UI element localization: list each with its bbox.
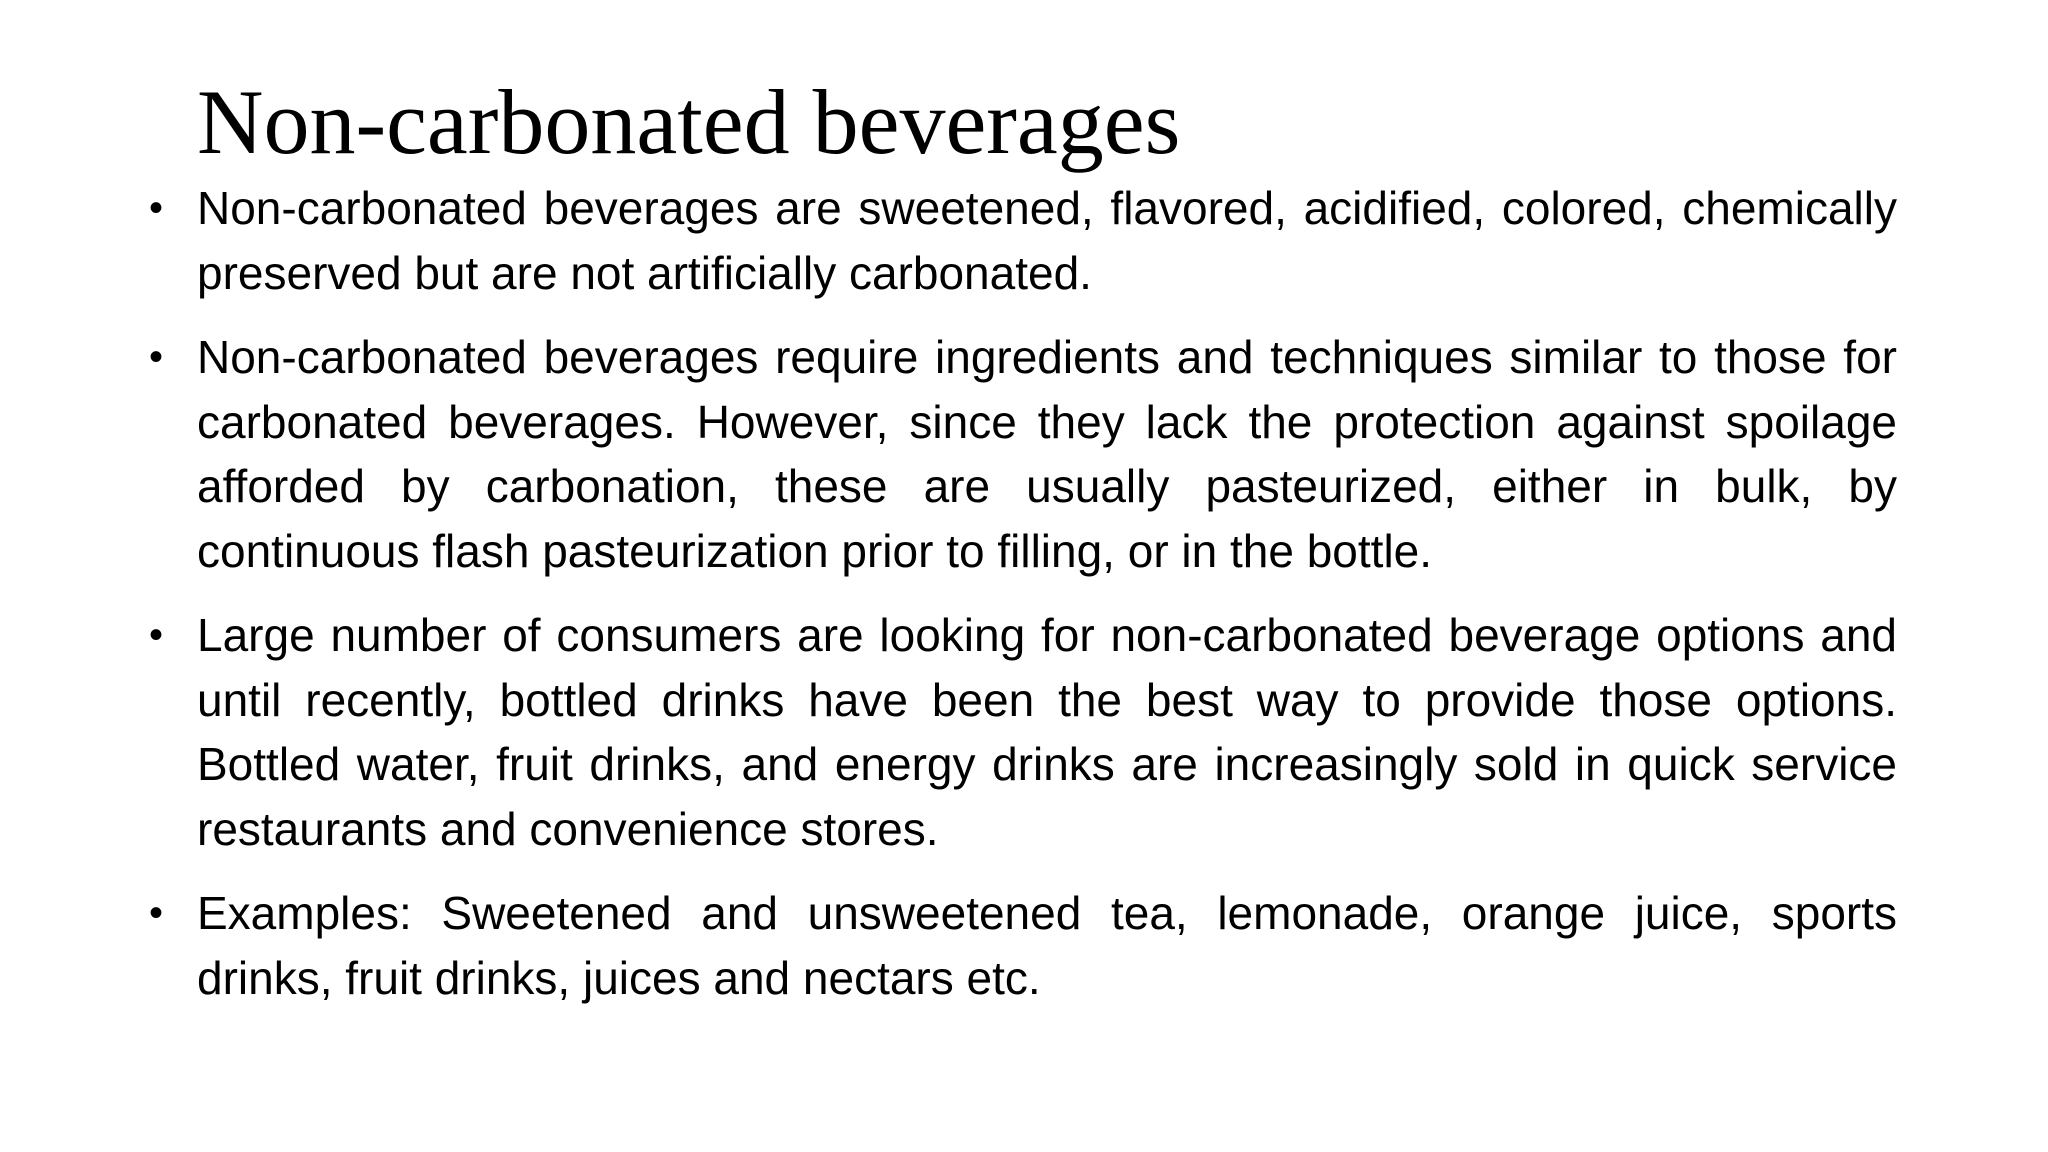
bullet-item — [149, 603, 1897, 861]
bullet-text: Non-carbonated beverages are sweetened, flavored, acidified, colored, chemically preserved but are not artificially carbonated. — [197, 182, 1897, 299]
bullet-item — [149, 325, 1897, 583]
bullet-dot-icon: • — [149, 891, 164, 935]
bullet-text: Non-carbonated beverages require ingredients and techniques similar to those for carbonated beverages. However, since they lack the protection against spoilage afforded by carbonation, these are usually pasteurized, either in bulk, by continuous flash pasteurization prior to filling, or in the bottle. — [197, 331, 1897, 577]
bullet-text: Examples: Sweetened and unsweetened tea, lemonade, orange juice, sports drinks, fruit drinks, juices and nectars etc. — [197, 887, 1897, 1004]
bullet-dot-icon: • — [149, 335, 164, 379]
bullet-dot-icon: • — [149, 613, 164, 657]
bullet-text: Large number of consumers are looking for non-carbonated beverage options and until recently, bottled drinks have been the best way to provide those options. Bottled water, fruit drinks, and energy drinks are increasingly sold in quick service restaurants and convenience stores. — [197, 609, 1897, 855]
slide-title: Non-carbonated beverages — [197, 71, 1181, 173]
bullet-dot-icon: • — [149, 186, 164, 230]
bullet-item — [149, 881, 1897, 1010]
bullet-list — [149, 176, 1897, 1030]
bullet-item — [149, 176, 1897, 305]
